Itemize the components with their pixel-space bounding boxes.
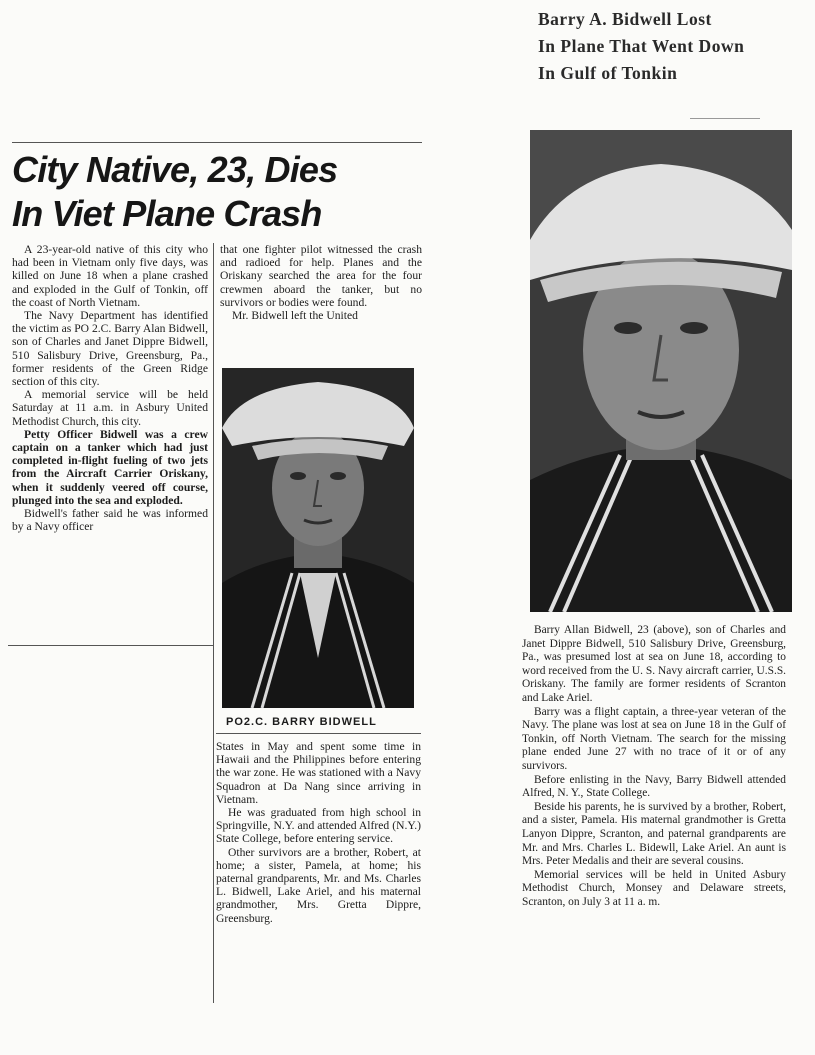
paragraph: Barry Allan Bidwell, 23 (above), son of Charles and Janet Dippre Bidwell, 510 Salisbury Drive, Greensburg, Pa., was presumed lost at sea on June 18, according to word received from the U. S. Navy aircraft carrier, U.S.S. Oriskany. The family are former residents of Scranton and Lake Ariel. <box>522 624 786 704</box>
sailor-photo-small <box>222 368 414 708</box>
photo-caption: PO2.C. BARRY BIDWELL <box>226 716 377 728</box>
sailor-portrait-icon <box>530 130 792 612</box>
paragraph: Before enlisting in the Navy, Barry Bidwell attended Alfred, N. Y., State College. <box>522 773 786 800</box>
paragraph: A 23-year-old native of this city who had been in Vietnam only five days, was killed on June 18 when a plane crashed and exploded in the Gulf of Tonkin, off the coast of North Vietnam. <box>12 243 208 309</box>
sailor-photo-large <box>530 130 792 612</box>
main-headline-line: In Viet Plane Crash <box>12 193 322 234</box>
article-column-b-top <box>220 243 422 363</box>
right-headline-line: In Gulf of Tonkin <box>538 63 678 83</box>
main-headline-line: City Native, 23, Dies <box>12 149 338 190</box>
right-headline-line: In Plane That Went Down <box>538 36 745 56</box>
paragraph: A memorial service will be held Saturday at 11 a.m. in Asbury United Methodist Church, this city. <box>12 388 208 428</box>
paragraph: The Navy Department has identified the victim as PO 2.C. Barry Alan Bidwell, son of Charles and Janet Dippre Bidwell, 510 Salisbury Drive, Greensburg, Pa., former residents of the Green Ridge section of this city. <box>12 309 208 389</box>
paragraph: States in May and spent some time in Hawaii and the Philippines before entering the war zone. He was stationed with a Navy Squadron at Da Nang since arriving in Vietnam. <box>216 740 421 806</box>
paragraph: Barry was a flight captain, a three-year veteran of the Navy. The plane was lost at sea on June 18 in the Gulf of Tonkin, off North Vietnam. The search for the missing plane ended June 27 with no trace of it or of any survivors. <box>522 705 786 772</box>
column-divider <box>213 243 214 1003</box>
article-column-b-bottom <box>216 740 421 1005</box>
caption-rule <box>216 733 421 734</box>
right-clip-headline <box>538 6 808 87</box>
paragraph: Mr. Bidwell left the United <box>232 309 358 323</box>
paragraph: He was graduated from high school in Springville, N.Y. and attended Alfred (N.Y.) State College, before entering service. <box>216 806 421 846</box>
paragraph: Other survivors are a brother, Robert, at home; a sister, Pamela, at home; his paternal grandparents, Mr. and Ms. Charles L. Bidwell, Lake Ariel, and his maternal grandmother, Mrs. Gretta Dippre, Greensburg. <box>216 845 421 925</box>
right-headline-line: Barry A. Bidwell Lost <box>538 9 712 29</box>
paragraph: Bidwell's father said he was informed by a Navy officer <box>12 507 208 534</box>
column-end-rule <box>8 645 213 646</box>
paragraph: Beside his parents, he is survived by a brother, Robert, and a sister, Pamela. His maternal grandmother is Gretta Lanyon Dippre, Scranton, and paternal grandparents are Mr. and Mrs. Charles L. Bidewll, Lake Ariel. An aunt is Mrs. Peter Medalis and their are several cousins. <box>522 800 786 868</box>
article-column-a <box>12 243 208 638</box>
paragraph-bold: Petty Officer Bidwell was a crew captain on a tanker which had just completed in-flight fueling of two jets from the Aircraft Carrier Oriskany, when it suddenly veered off course, plunged into the sea and exploded. <box>12 427 208 507</box>
sailor-portrait-icon <box>222 368 414 708</box>
paragraph: Memorial services will be held in United Asbury Methodist Church, Monsey and Delaware streets, Scranton, on July 3 at 11 a. m. <box>522 868 786 908</box>
divider <box>690 118 760 119</box>
paragraph: that one fighter pilot witnessed the crash and radioed for help. Planes and the Oriskany searched the area for the four crewmen aboard the tanker, but no survivors or bodies were found. <box>220 243 422 309</box>
right-clip-body <box>522 624 786 1054</box>
top-rule <box>12 142 422 143</box>
main-headline <box>12 148 412 236</box>
